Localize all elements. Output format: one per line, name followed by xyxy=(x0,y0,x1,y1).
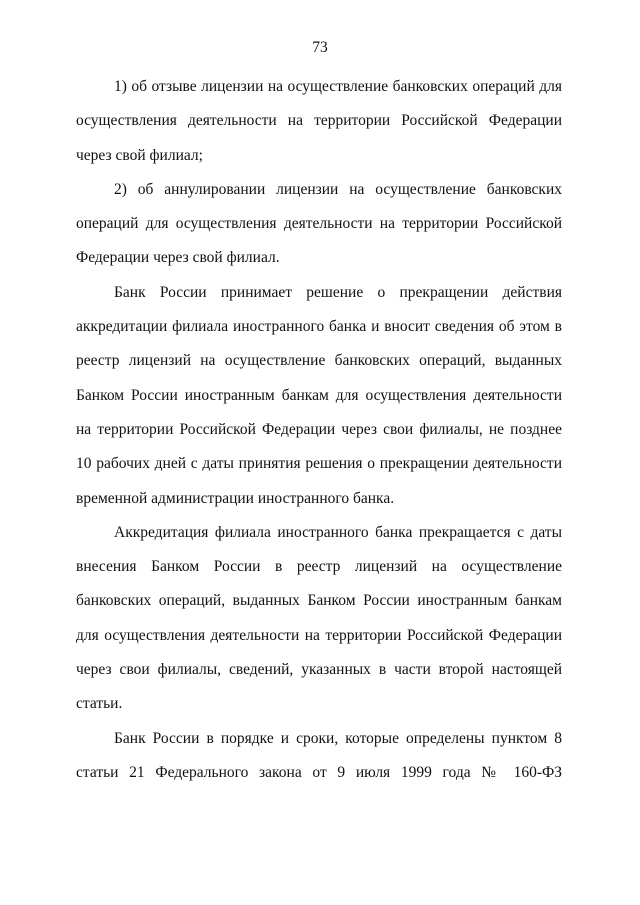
paragraph-revoke-license: 1) об отзыве лицензии на осуществление банковских операций для осуществления деятельности на территории Российской Федерации через свой филиал; xyxy=(76,78,562,164)
paragraph-annul-license: 2) об аннулировании лицензии на осуществление банковских операций для осуществления деятельности на территории Российской Федерации через свой филиал. xyxy=(76,180,562,267)
paragraph-accreditation-termination: Аккредитация филиала иностранного банка прекращается с даты внесения Банком России в реестр лицензий на осуществление банковских операций, выданных Банком России иностранным банкам для осуществления деятельности на территории Российской Федерации через свои филиалы, сведений, указанных в части второй настоящей статьи. xyxy=(76,523,562,713)
paragraph-accreditation-decision: Банк России принимает решение о прекращении действия аккредитации филиала иностранного банка и вносит сведения об этом в реестр лицензий на осуществление банковских операций, выданных Банком России иностранным банкам для осуществления деятельности на территории Российской Федерации через свои филиалы, не позднее 10 рабочих дней с даты принятия решения о прекращении деятельности временной администрации иностранного банка. xyxy=(76,283,562,507)
document-body xyxy=(76,70,562,790)
page-number: 73 xyxy=(312,39,328,56)
paragraph-bank-procedure: Банк России в порядке и сроки, которые определены пунктом 8 статьи 21 Федерального закона от 9 июля 1999 года № 160-ФЗ xyxy=(76,729,562,781)
